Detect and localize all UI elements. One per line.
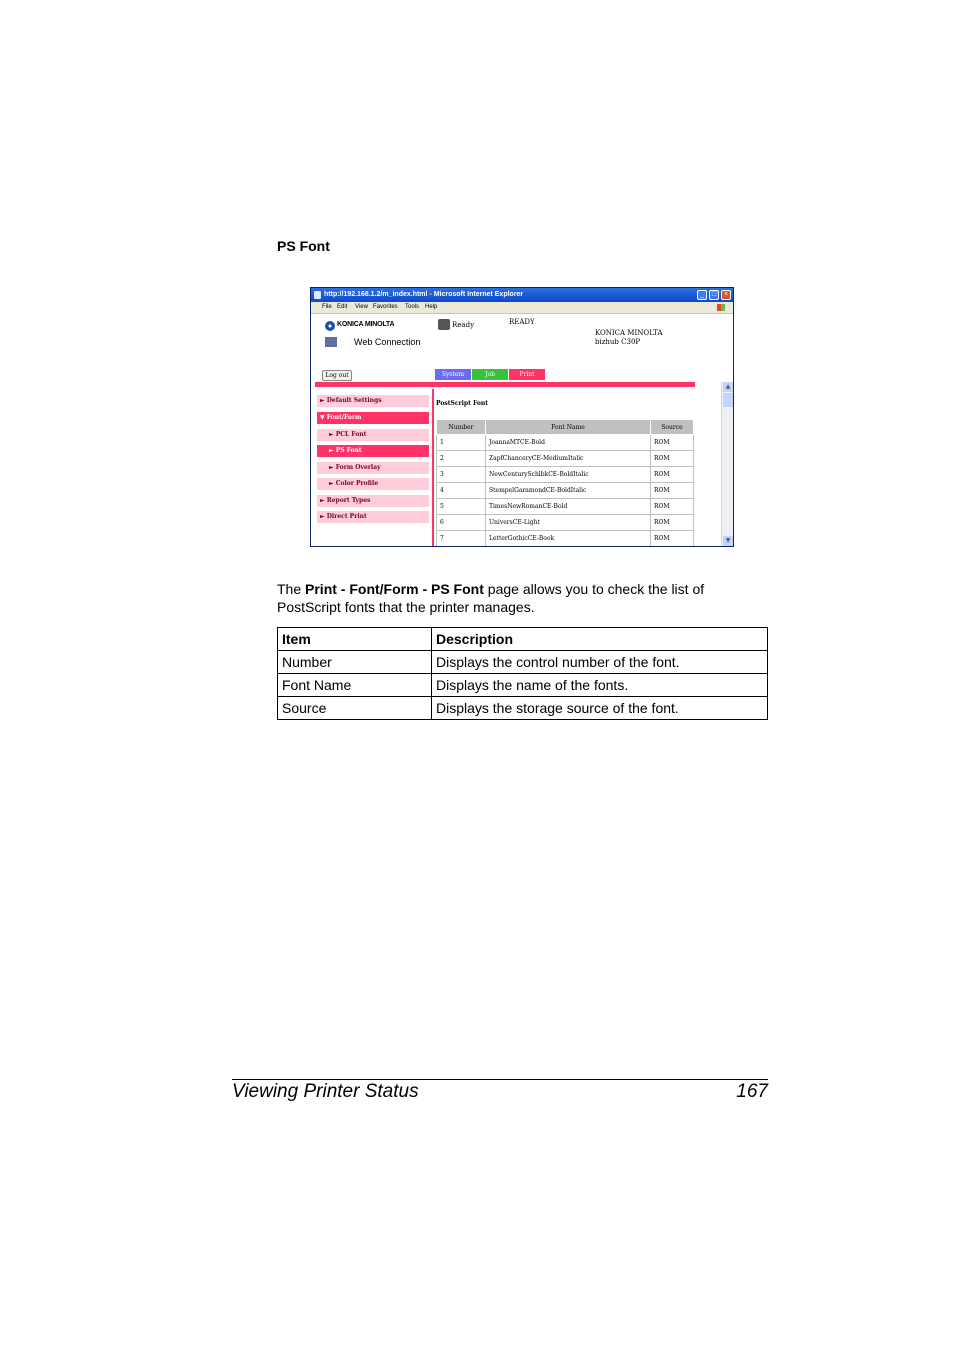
font-source: ROM	[651, 451, 694, 467]
app-name: Web Connection	[354, 337, 421, 347]
menu-edit[interactable]: Edit	[337, 304, 348, 310]
scroll-up-arrow-icon[interactable]: ▲	[723, 382, 733, 392]
minimize-button[interactable]: _	[697, 290, 707, 300]
font-source: ROM	[651, 499, 694, 515]
vertical-scrollbar[interactable]	[721, 382, 734, 546]
font-name: TimesNewRomanCE-Bold	[486, 499, 651, 515]
section-heading: PS Font	[277, 238, 330, 254]
item-cell: Number	[278, 651, 432, 674]
nav-pcl-font[interactable]: ► PCL Font	[317, 429, 429, 441]
table-row	[278, 651, 768, 674]
item-cell: Source	[278, 697, 432, 720]
nav-ps-font[interactable]: ► PS Font	[317, 445, 429, 457]
font-number: 7	[437, 531, 486, 547]
nav-color-profile[interactable]: ► Color Profile	[317, 478, 429, 490]
font-source: ROM	[651, 515, 694, 531]
font-name: ZapfChanceryCE-MediumItalic	[486, 451, 651, 467]
table-row	[278, 674, 768, 697]
table-row	[437, 531, 694, 547]
table-row	[437, 483, 694, 499]
font-number: 4	[437, 483, 486, 499]
column-header-source: Source	[651, 420, 694, 435]
nav-form-overlay[interactable]: ► Form Overlay	[317, 462, 429, 474]
intro-text-pre: The	[277, 581, 306, 597]
nav-divider	[432, 389, 434, 547]
font-name: UniversCE-Light	[486, 515, 651, 531]
nav-direct-print[interactable]: ► Direct Print	[317, 511, 429, 523]
font-source: ROM	[651, 483, 694, 499]
table-row	[437, 499, 694, 515]
item-cell: Font Name	[278, 674, 432, 697]
browser-title-bar	[311, 288, 733, 302]
tab-print[interactable]: Print	[509, 369, 545, 380]
printer-status-message: READY	[509, 318, 535, 326]
maximize-button[interactable]: □	[709, 290, 719, 300]
font-number: 3	[437, 467, 486, 483]
windows-logo-icon	[717, 304, 725, 311]
description-cell: Displays the name of the fonts.	[432, 674, 768, 697]
menu-help[interactable]: Help	[425, 304, 438, 310]
printer-model: bizhub C30P	[595, 338, 641, 346]
font-number: 5	[437, 499, 486, 515]
font-number: 1	[437, 435, 486, 451]
scroll-thumb[interactable]	[723, 393, 733, 407]
table-row	[437, 467, 694, 483]
internet-explorer-icon	[314, 291, 321, 299]
column-header-item: Item	[278, 628, 432, 651]
font-source: ROM	[651, 435, 694, 451]
browser-menu-bar	[311, 302, 733, 314]
menu-file[interactable]: File	[322, 304, 332, 310]
logout-button[interactable]: Log out	[322, 370, 352, 381]
table-row	[437, 515, 694, 531]
printer-status-label: Ready	[452, 321, 475, 329]
column-header-description: Description	[432, 628, 768, 651]
browser-screenshot	[310, 287, 734, 547]
tab-system[interactable]: System	[435, 369, 471, 380]
font-name: StempelGaramondCE-BoldItalic	[486, 483, 651, 499]
menu-favorites[interactable]: Favorites	[373, 304, 398, 310]
pagescope-logo-icon	[325, 337, 337, 347]
table-row	[437, 451, 694, 467]
description-cell: Displays the storage source of the font.	[432, 697, 768, 720]
column-header-number: Number	[437, 420, 486, 435]
description-table	[277, 627, 768, 720]
intro-text-post: page allows you to check the list of PostScript fonts that the printer manages.	[277, 581, 705, 615]
content-title: PostScript Font	[436, 400, 489, 407]
scroll-down-arrow-icon[interactable]: ▼	[723, 536, 733, 546]
table-row	[278, 697, 768, 720]
nav-default-settings[interactable]: ► Default Settings	[317, 395, 429, 407]
menu-tools[interactable]: Tools	[405, 304, 420, 310]
footer-title: Viewing Printer Status	[232, 1081, 419, 1102]
font-name: LetterGothicCE-Book	[486, 531, 651, 547]
printer-manufacturer: KONICA MINOLTA	[595, 329, 663, 337]
table-row	[437, 435, 694, 451]
menu-view[interactable]: View	[355, 304, 368, 310]
page-number: 167	[736, 1081, 768, 1102]
konica-minolta-logo-icon	[325, 321, 335, 331]
intro-paragraph	[277, 580, 767, 616]
footer-rule	[232, 1079, 768, 1080]
nav-font-form[interactable]: ▼ Font/Form	[317, 412, 429, 424]
font-number: 2	[437, 451, 486, 467]
font-name: JoannaMTCE-Bold	[486, 435, 651, 451]
font-name: NewCenturySchlbkCE-BoldItalic	[486, 467, 651, 483]
font-source: ROM	[651, 531, 694, 547]
description-cell: Displays the control number of the font.	[432, 651, 768, 674]
printer-icon	[438, 319, 450, 330]
intro-page-path: Print - Font/Form - PS Font	[305, 581, 484, 597]
font-number: 6	[437, 515, 486, 531]
ps-font-table	[436, 419, 694, 547]
header-divider	[315, 382, 695, 387]
font-source: ROM	[651, 467, 694, 483]
tab-job[interactable]: Job	[472, 369, 508, 380]
nav-report-types[interactable]: ► Report Types	[317, 495, 429, 507]
close-button[interactable]: ×	[721, 290, 731, 300]
column-header-font-name: Font Name	[486, 420, 651, 435]
browser-title: http://192.168.1.2/m_index.html - Microsoft Internet Explorer	[324, 291, 524, 298]
brand-logo-text: KONICA MINOLTA	[337, 321, 395, 328]
